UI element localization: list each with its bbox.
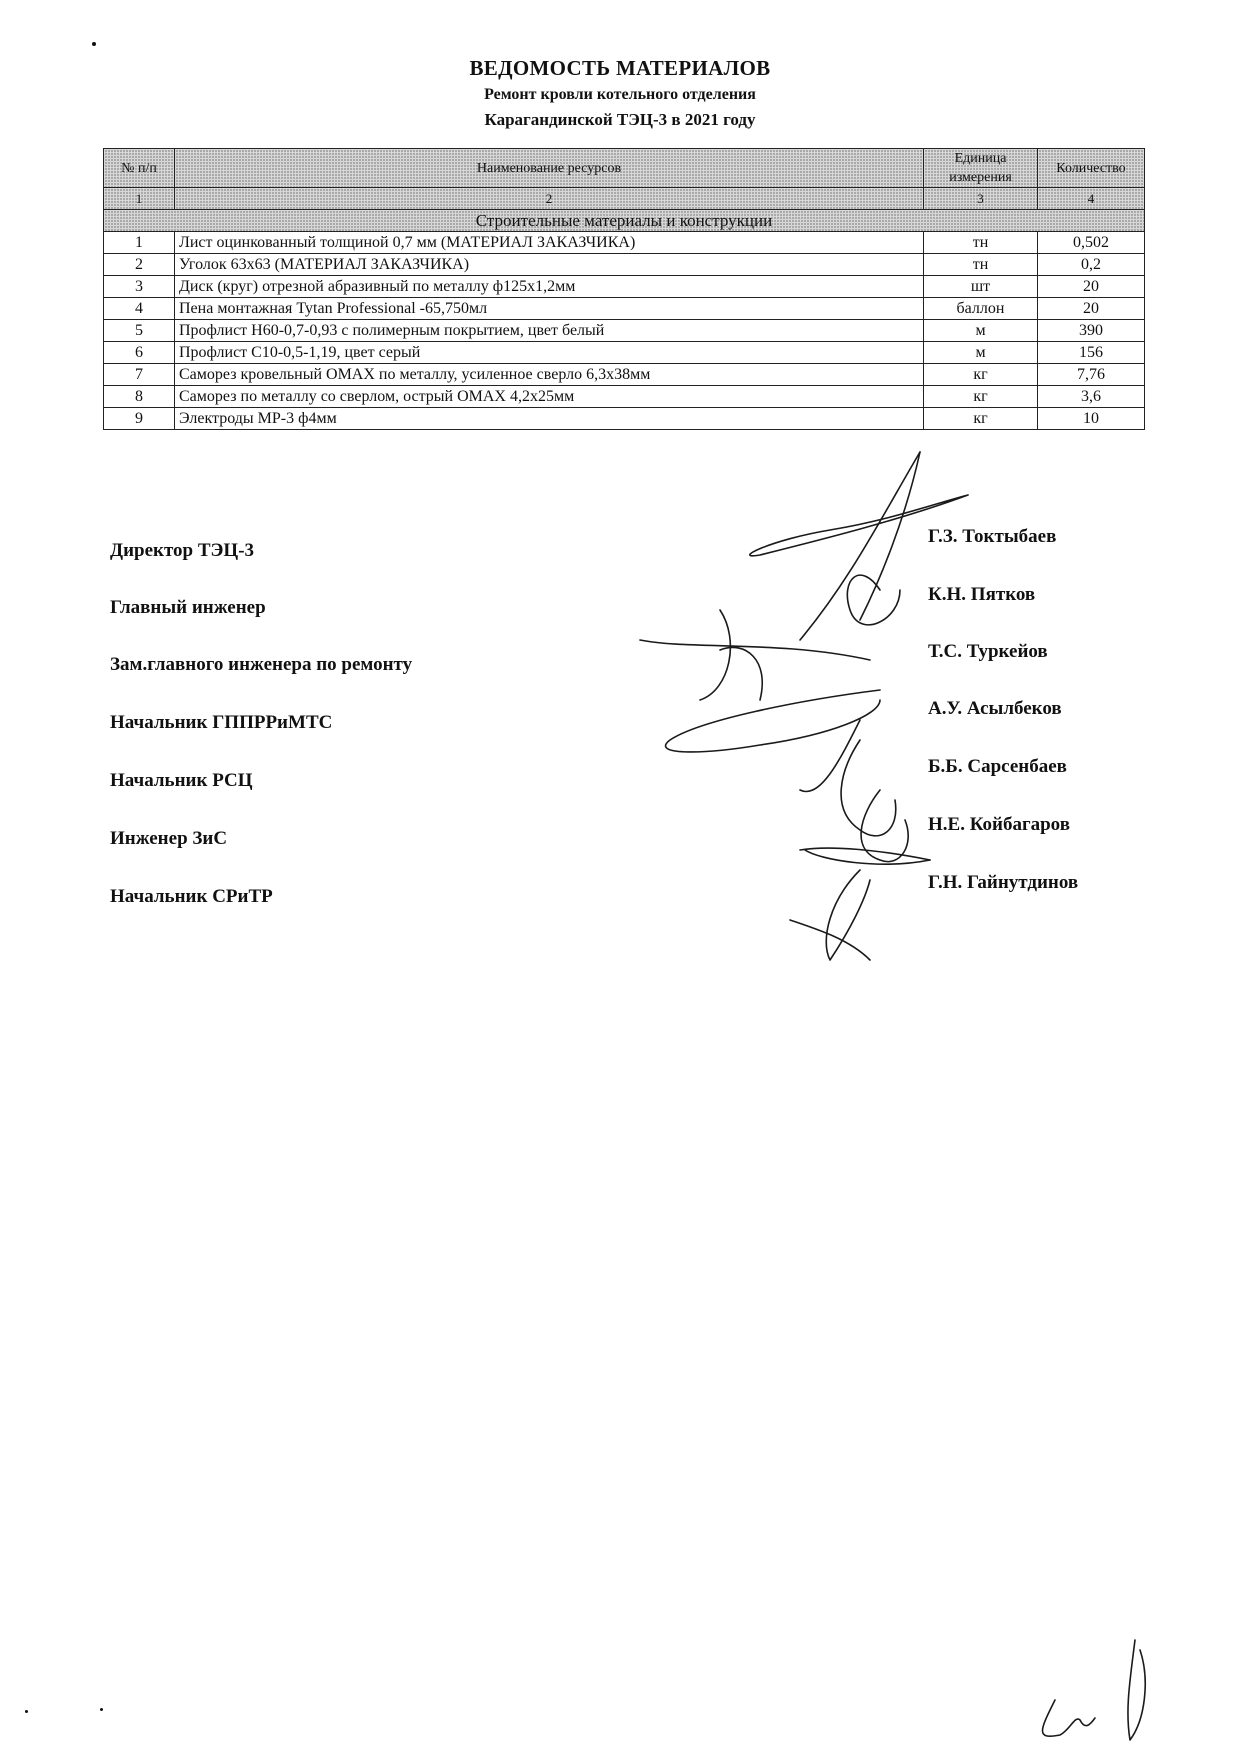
row-number: 9 <box>104 408 175 430</box>
row-number: 7 <box>104 364 175 386</box>
row-qty: 390 <box>1038 320 1145 342</box>
row-name: Электроды МР-3 ф4мм <box>175 408 924 430</box>
row-qty: 0,502 <box>1038 232 1145 254</box>
row-number: 6 <box>104 342 175 364</box>
scan-speck <box>92 42 96 46</box>
header-unit: Единица измерения <box>924 149 1038 188</box>
row-unit: тн <box>924 232 1038 254</box>
signatory-position: Директор ТЭЦ-3 <box>110 540 255 561</box>
signatory-position: Главный инженер <box>110 597 266 618</box>
signatory-name: К.Н. Пятков <box>928 584 1036 605</box>
row-unit: м <box>924 342 1038 364</box>
row-unit: шт <box>924 276 1038 298</box>
row-qty: 3,6 <box>1038 386 1145 408</box>
column-number: 3 <box>924 188 1038 210</box>
signatory-position: Зам.главного инженера по ремонту <box>110 654 413 675</box>
column-number: 4 <box>1038 188 1145 210</box>
signatory-name: Г.Н. Гайнутдинов <box>928 872 1079 893</box>
header-qty: Количество <box>1038 149 1145 188</box>
row-unit: баллон <box>924 298 1038 320</box>
scan-speck <box>25 1710 28 1713</box>
signatory-position: Начальник СРиТР <box>110 886 273 907</box>
signatory-name: Г.З. Токтыбаев <box>928 526 1057 547</box>
row-name: Профлист С10-0,5-1,19, цвет серый <box>175 342 924 364</box>
row-qty: 7,76 <box>1038 364 1145 386</box>
document-subtitle-2: Карагандинской ТЭЦ-3 в 2021 году <box>484 110 756 129</box>
signatory-position: Начальник ГППРРиМТС <box>110 712 333 733</box>
scan-speck <box>100 1708 103 1711</box>
row-name: Лист оцинкованный толщиной 0,7 мм (МАТЕРИАЛ ЗАКАЗЧИКА) <box>175 232 924 254</box>
signatory-name: А.У. Асылбеков <box>928 698 1062 719</box>
row-qty: 20 <box>1038 298 1145 320</box>
signatory-name: Т.С. Туркейов <box>928 641 1048 662</box>
row-qty: 156 <box>1038 342 1145 364</box>
row-name: Уголок 63х63 (МАТЕРИАЛ ЗАКАЗЧИКА) <box>175 254 924 276</box>
row-number: 2 <box>104 254 175 276</box>
signatory-position: Инженер ЗиС <box>110 828 228 849</box>
column-number: 1 <box>104 188 175 210</box>
row-number: 1 <box>104 232 175 254</box>
row-unit: кг <box>924 408 1038 430</box>
column-number: 2 <box>175 188 924 210</box>
section-title: Строительные материалы и конструкции <box>104 210 1145 232</box>
row-number: 8 <box>104 386 175 408</box>
row-name: Профлист Н60-0,7-0,93 с полимерным покрытием, цвет белый <box>175 320 924 342</box>
signatory-name: Н.Е. Койбагаров <box>928 814 1070 835</box>
document-title: ВЕДОМОСТЬ МАТЕРИАЛОВ <box>469 56 771 80</box>
row-number: 5 <box>104 320 175 342</box>
row-name: Саморез кровельный OMAX по металлу, усиленное сверло 6,3х38мм <box>175 364 924 386</box>
row-qty: 0,2 <box>1038 254 1145 276</box>
row-qty: 20 <box>1038 276 1145 298</box>
document-subtitle-1: Ремонт кровли котельного отделения <box>484 86 756 103</box>
row-name: Диск (круг) отрезной абразивный по металлу ф125х1,2мм <box>175 276 924 298</box>
row-qty: 10 <box>1038 408 1145 430</box>
row-number: 3 <box>104 276 175 298</box>
row-unit: м <box>924 320 1038 342</box>
row-unit: тн <box>924 254 1038 276</box>
signatory-name: Б.Б. Сарсенбаев <box>928 756 1067 777</box>
row-number: 4 <box>104 298 175 320</box>
row-unit: кг <box>924 364 1038 386</box>
header-num: № п/п <box>104 149 175 188</box>
header-name: Наименование ресурсов <box>175 149 924 188</box>
row-unit: кг <box>924 386 1038 408</box>
row-name: Пена монтажная Tytan Professional -65,750мл <box>175 298 924 320</box>
row-name: Саморез по металлу со сверлом, острый OMAX 4,2х25мм <box>175 386 924 408</box>
signatory-position: Начальник РСЦ <box>110 770 253 791</box>
